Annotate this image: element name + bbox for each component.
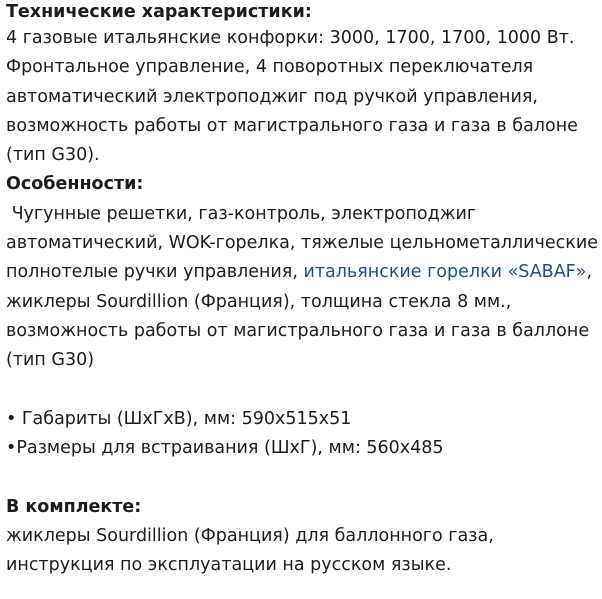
package-line-1: жиклеры Sourdillion (Франция) для баллонного газа,	[6, 526, 494, 547]
features-line-6: (тип G30)	[6, 350, 95, 371]
dimensions-overall: • Габариты (ШхГхВ), мм: 590x515x51	[6, 408, 352, 429]
features-heading: Особенности:	[6, 174, 144, 195]
features-line-1	[6, 200, 602, 229]
package-line-2: инструкция по эксплуатации на русском языке.	[6, 555, 452, 576]
features-line-5: возможность работы от магистрального газа и газа в баллоне	[6, 320, 590, 341]
features-line-2: автоматический, WOK-горелка, тяжелые цельнометаллические	[6, 233, 598, 254]
package-heading: В комплекте:	[6, 496, 142, 517]
specs-heading: Технические характеристики:	[6, 2, 312, 22]
sabaf-burners-link[interactable]: итальянские горелки «SABAF»	[303, 262, 587, 283]
features-line-3	[6, 258, 602, 287]
specs-line-control: Фронтальное управление, 4 поворотных переключателя	[6, 57, 534, 78]
features-line-3-text: полнотелые ручки управления,	[6, 262, 304, 283]
features-line-3-tail: ,	[586, 262, 593, 283]
specs-line-burners: 4 газовые итальянские конфорки: 3000, 1700, 1700, 1000 Вт.	[6, 28, 575, 48]
spacer	[6, 463, 602, 492]
features-line-1-text: Чугунные решетки, газ-контроль, электроподжиг	[6, 203, 477, 224]
specs-line-gas-type: (тип G30).	[6, 145, 100, 166]
spacer	[6, 376, 602, 405]
dimensions-builtin: •Размеры для встраивания (ШхГ), мм: 560x485	[6, 438, 444, 459]
specs-line-gas: возможность работы от магистрального газа и газа в балоне	[6, 115, 578, 136]
specs-line-ignition: автоматический электроподжиг под ручкой управления,	[6, 86, 538, 107]
features-line-4: жиклеры Sourdillion (Франция), толщина стекла 8 мм.,	[6, 291, 512, 312]
